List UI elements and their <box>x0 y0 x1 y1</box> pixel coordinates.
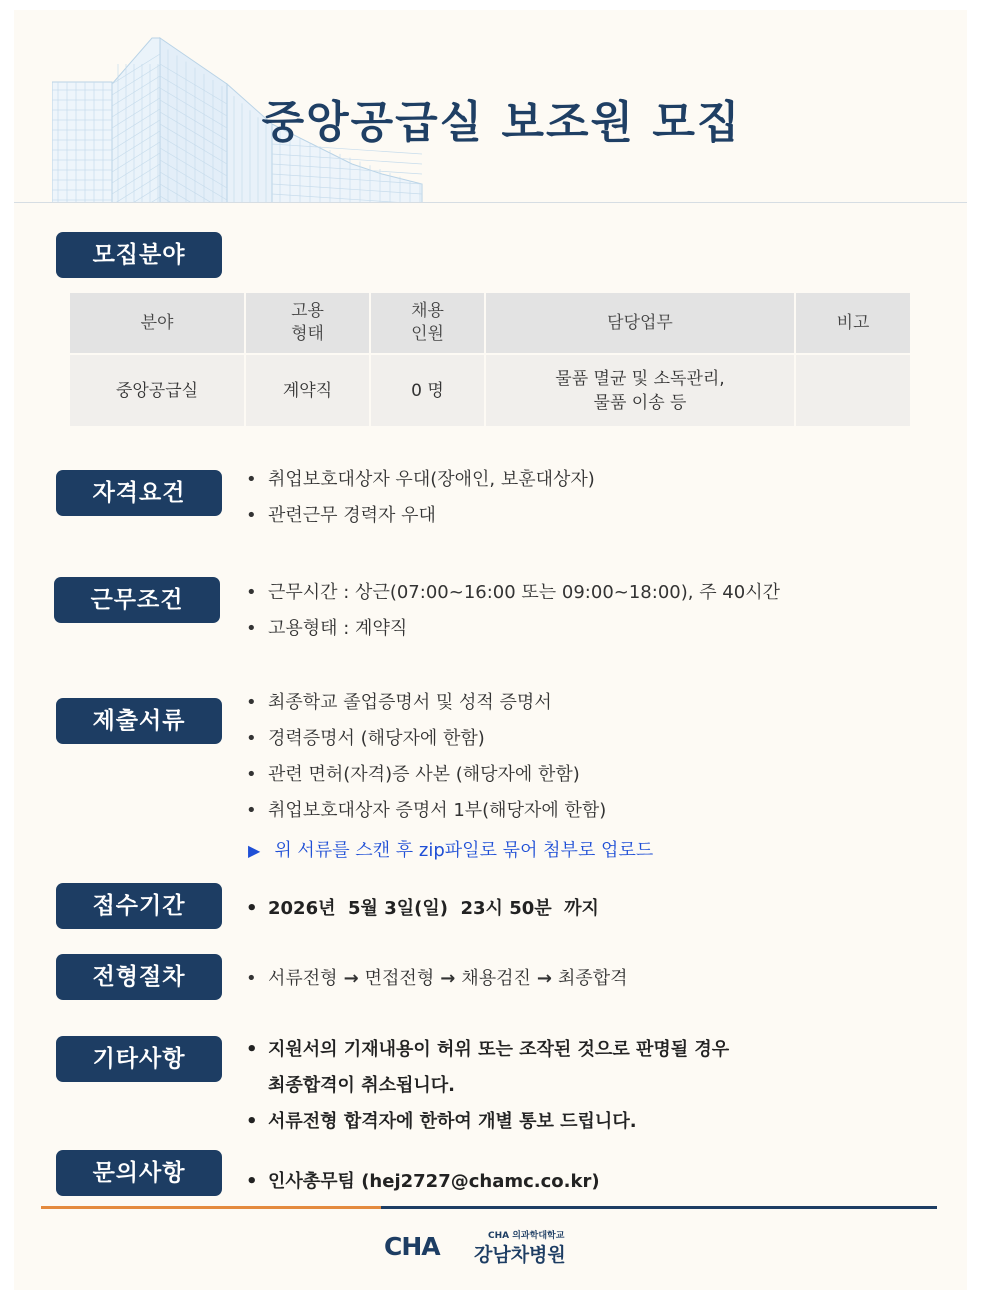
play-triangle-icon: ▶ <box>248 841 261 860</box>
section-label-process: 전형절차 <box>56 954 222 1000</box>
list-item: • 지원서의 기재내용이 허위 또는 조작된 것으로 판명될 경우 <box>246 1039 730 1060</box>
arrow-right-icon: → <box>343 968 359 989</box>
list-item: • 근무시간 : 상근(07:00~16:00 또는 09:00~18:00), 주 40시간 <box>246 582 780 603</box>
section-label-documents: 제출서류 <box>56 698 222 744</box>
table-row <box>70 354 910 426</box>
list-item: • 취업보호대상자 우대(장애인, 보훈대상자) <box>246 469 595 490</box>
page-title: 중앙공급실 보조원 모집 <box>261 97 742 148</box>
list-item: • 서류전형 합격자에 한하여 개별 통보 드립니다. <box>246 1111 637 1132</box>
university-name: CHA 의과학대학교 <box>488 1231 565 1241</box>
arrow-right-icon: → <box>440 968 456 989</box>
list-item: • 2026년 5월 3일(일) 23시 50분 까지 <box>246 898 599 919</box>
section-label-contact: 문의사항 <box>56 1150 222 1196</box>
list-item: • 고용형태 : 계약직 <box>246 618 408 639</box>
cha-logo-mark: CHA <box>384 1232 440 1261</box>
section-label-field: 모집분야 <box>56 232 222 278</box>
table-cell: 중앙공급실 <box>70 354 245 426</box>
table-header-cell: 채용 인원 <box>370 293 485 354</box>
list-item: • 서류전형 → 면접전형 → 채용검진 → 최종합격 <box>246 968 628 989</box>
hospital-name: 강남차병원 <box>474 1244 566 1266</box>
table-header-cell: 비고 <box>795 293 910 354</box>
conditions-list <box>246 575 780 647</box>
list-item: 최종합격이 취소됩니다. <box>268 1075 455 1096</box>
table-cell: 물품 멸균 및 소독관리, 물품 이송 등 <box>485 354 795 426</box>
list-item: • 관련 면허(자격)증 사본 (해당자에 한함) <box>246 764 580 785</box>
arrow-right-icon: → <box>536 968 552 989</box>
list-item: • 관련근무 경력자 우대 <box>246 505 436 526</box>
list-item: • 인사총무팀 (hej2727@chamc.co.kr) <box>246 1171 600 1192</box>
list-item: • 최종학교 졸업증명서 및 성적 증명서 <box>246 692 552 713</box>
documents-list <box>246 685 606 829</box>
period-list <box>246 891 599 927</box>
upload-note: ▶ 위 서류를 스캔 후 zip파일로 묶어 첨부로 업로드 <box>248 840 654 861</box>
misc-list <box>246 1032 729 1140</box>
table-header-cell: 고용 형태 <box>245 293 370 354</box>
header-banner <box>14 10 967 203</box>
footer-divider-navy <box>381 1206 937 1209</box>
contact-list <box>246 1164 600 1200</box>
section-label-period: 접수기간 <box>56 883 222 929</box>
footer-divider-orange <box>41 1206 381 1209</box>
recruitment-poster <box>14 10 967 1290</box>
section-label-misc: 기타사항 <box>56 1036 222 1082</box>
section-label-qualification: 자격요건 <box>56 470 222 516</box>
list-item: • 경력증명서 (해당자에 한함) <box>246 728 485 749</box>
qualification-list <box>246 462 595 534</box>
table-header-cell: 분야 <box>70 293 245 354</box>
table-cell <box>795 354 910 426</box>
section-label-conditions: 근무조건 <box>54 577 220 623</box>
list-item: • 취업보호대상자 증명서 1부(해당자에 한함) <box>246 800 607 821</box>
table-header-cell: 담당업무 <box>485 293 795 354</box>
recruitment-table <box>70 293 910 426</box>
table-header-row <box>70 293 910 354</box>
process-list <box>246 961 628 997</box>
table-cell: 계약직 <box>245 354 370 426</box>
table-cell: 0 명 <box>370 354 485 426</box>
